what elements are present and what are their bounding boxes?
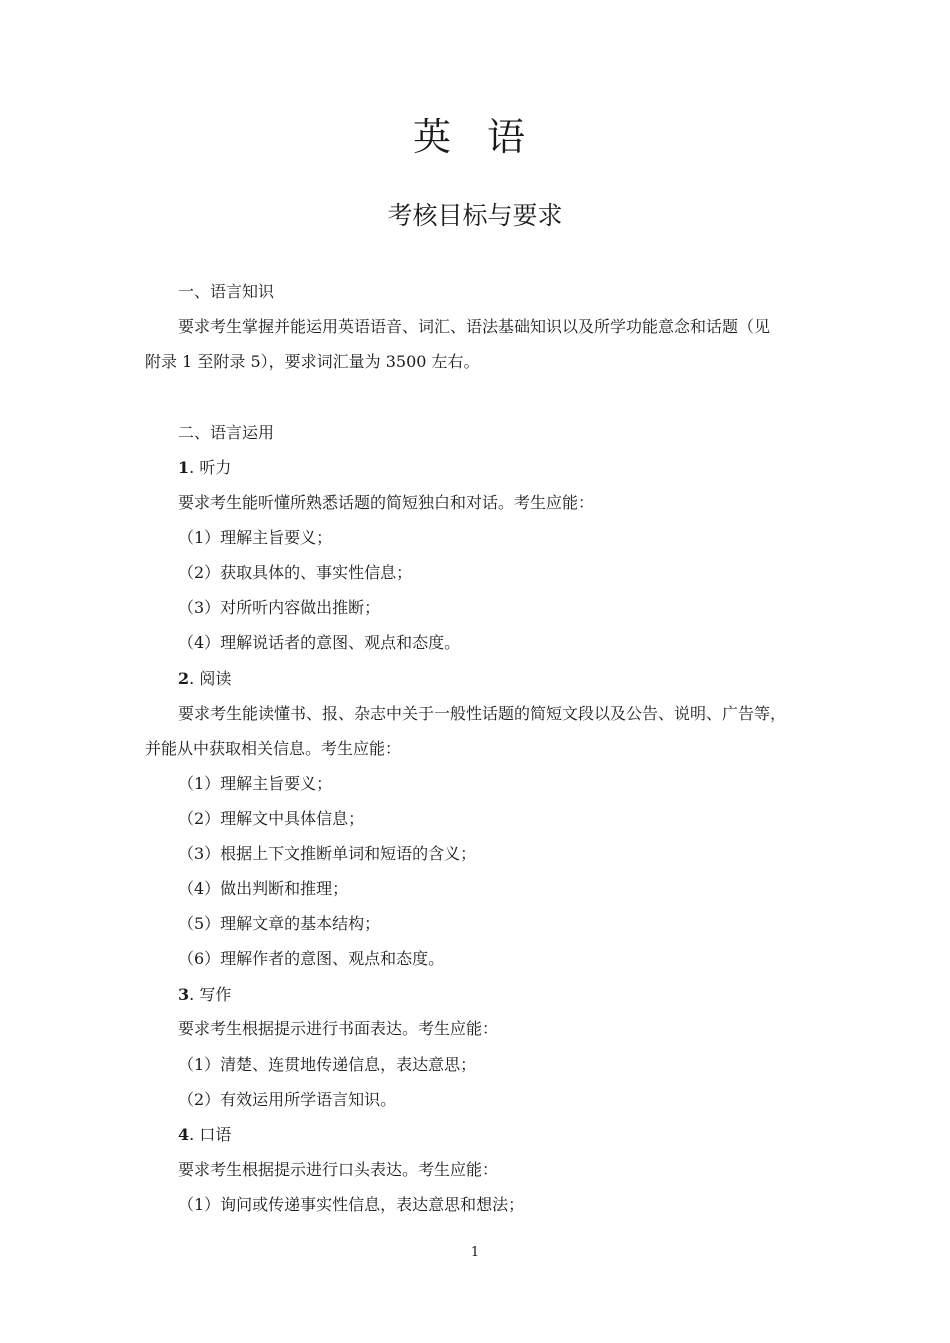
page-number: 1 [470,1245,480,1260]
reading-item: （2）理解文中具体信息； [178,809,365,828]
section2-heading: 二、语言运用 [178,423,275,442]
speaking-title: . 口语 [189,1125,232,1144]
reading-item: （5）理解文章的基本结构； [178,914,381,933]
reading-heading [178,668,231,690]
section1-heading: 一、语言知识 [178,282,275,301]
writing-number: 3 [178,985,190,1004]
writing-intro: 要求考生根据提示进行书面表达。考生应能： [178,1019,499,1038]
reading-item: （4）做出判断和推理； [178,879,349,898]
listening-item: （3）对所听内容做出推断； [178,598,381,617]
reading-item: （3）根据上下文推断单词和短语的含义； [178,844,477,863]
reading-item: （1）理解主旨要义； [178,774,333,793]
section1-paragraph-line2: 附录 1 至附录 5），要求词汇量为 3500 左右。 [145,352,480,371]
speaking-intro: 要求考生根据提示进行口头表达。考生应能： [178,1160,499,1179]
listening-heading [178,457,231,479]
speaking-number: 4 [178,1125,190,1144]
listening-item: （2）获取具体的、事实性信息； [178,563,413,582]
writing-title: . 写作 [189,985,232,1004]
document-subtitle: 考核目标与要求 [387,201,563,230]
writing-item: （1）清楚、连贯地传递信息，表达意思； [178,1055,477,1074]
reading-intro-line2: 并能从中获取相关信息。考生应能： [145,739,402,758]
writing-heading [178,984,231,1006]
listening-title: . 听力 [189,458,232,477]
reading-item: （6）理解作者的意图、观点和态度。 [178,949,445,968]
speaking-heading [178,1124,231,1146]
reading-number: 2 [178,669,190,688]
listening-number: 1 [178,458,190,477]
speaking-item: （1）询问或传递事实性信息，表达意思和想法； [178,1195,525,1214]
listening-item: （4）理解说话者的意图、观点和态度。 [178,633,461,652]
listening-intro: 要求考生能听懂所熟悉话题的简短独白和对话。考生应能： [178,493,595,512]
listening-item: （1）理解主旨要义； [178,528,333,547]
document-title: 英 语 [412,115,538,159]
reading-title: . 阅读 [189,669,232,688]
reading-intro-line1: 要求考生能读懂书、报、杂志中关于一般性话题的简短文段以及公告、说明、广告等， [178,704,787,723]
writing-item: （2）有效运用所学语言知识。 [178,1090,397,1109]
section1-paragraph-line1: 要求考生掌握并能运用英语语音、词汇、语法基础知识以及所学功能意念和话题（见 [178,317,771,336]
